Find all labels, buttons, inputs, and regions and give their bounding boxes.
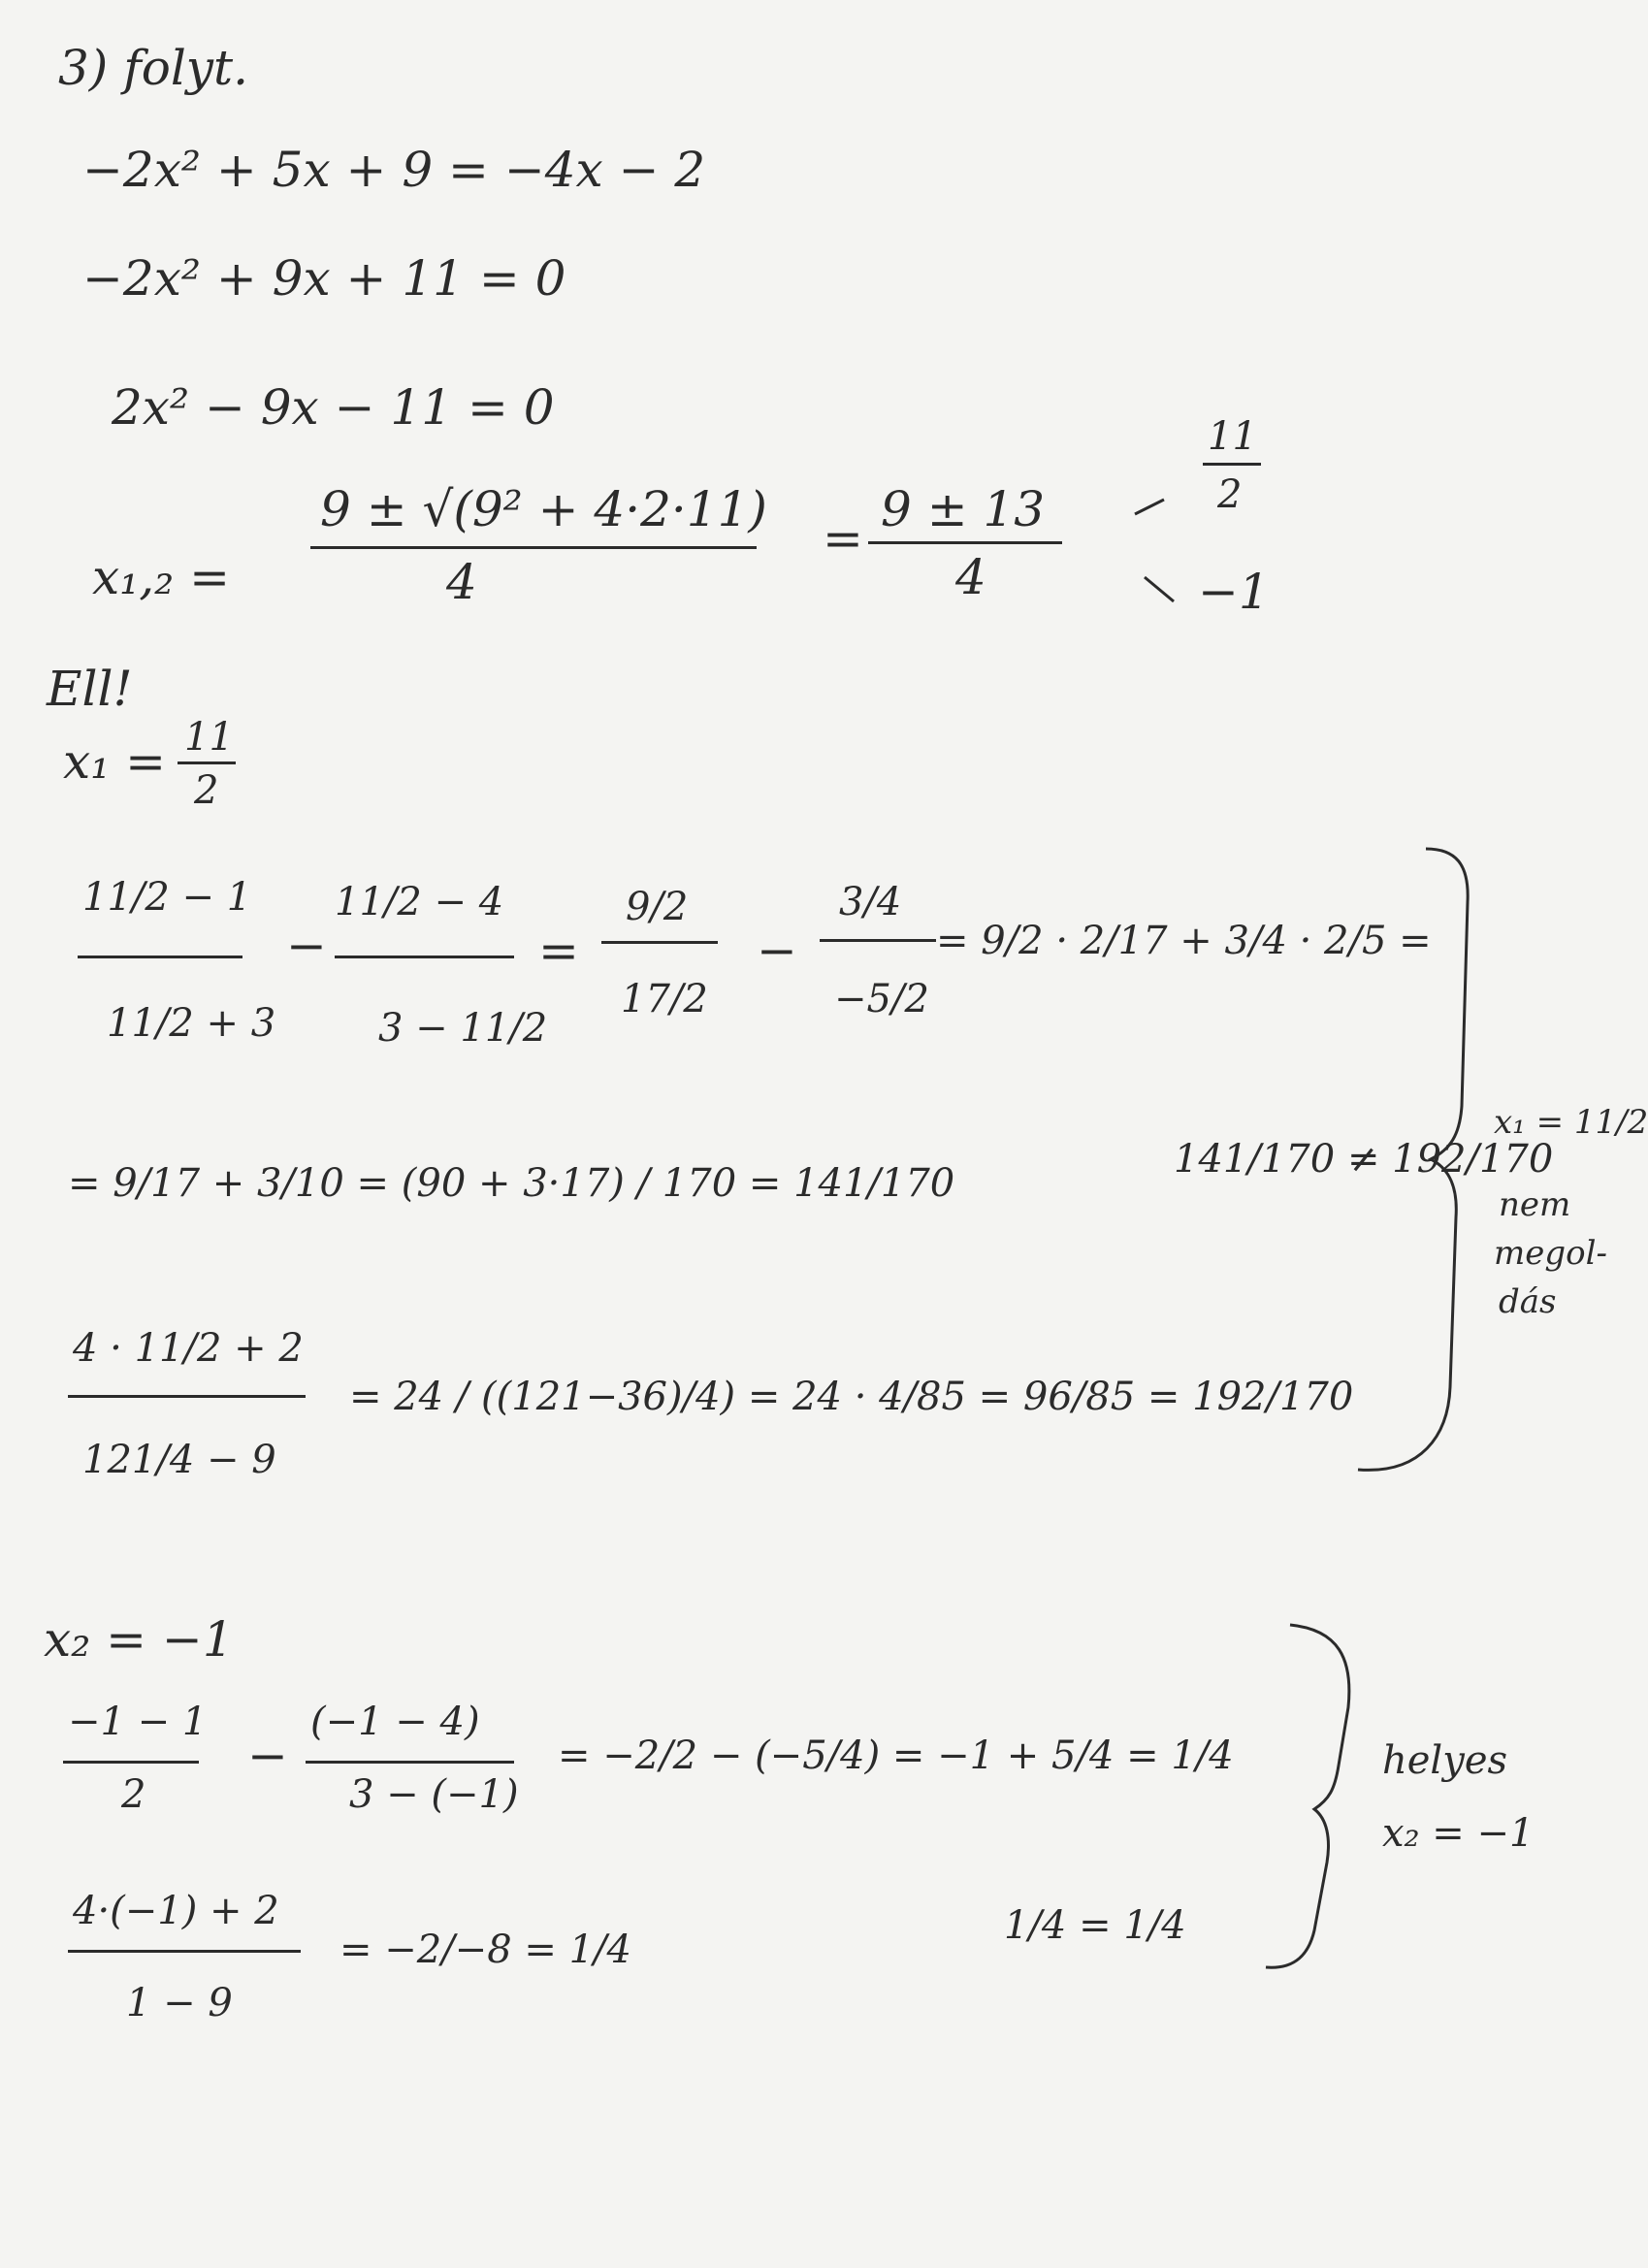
- x1-line3-rest: = 24 / ((121−36)/4) = 24 · 4/85 = 96/85 = 192/170: [349, 1375, 1354, 1419]
- x1-c-denominator: 17/2: [621, 977, 708, 1021]
- x1-a-numerator: 11/2 − 1: [82, 875, 252, 920]
- x2-brace: [1261, 1620, 1368, 1979]
- branch-lines: [1125, 485, 1203, 621]
- x1-line2: = 9/17 + 3/10 = (90 + 3·17) / 170 = 141/170: [68, 1161, 955, 1206]
- fraction-bar: [335, 956, 514, 958]
- x2-label: x₂ = −1: [44, 1611, 234, 1668]
- fraction-bar: [306, 1761, 514, 1764]
- fraction-bar: [63, 1761, 199, 1764]
- x1-equals: =: [538, 923, 579, 979]
- fraction-bar: [820, 939, 936, 942]
- x2-minus: −: [247, 1728, 288, 1784]
- check-label: Ell!: [47, 661, 133, 717]
- equation-line-2: −2x² + 9x + 11 = 0: [82, 250, 566, 307]
- formula-numerator-2: 9 ± 13: [881, 481, 1046, 537]
- x1-a-denominator: 11/2 + 3: [107, 1001, 276, 1046]
- x2-line2-rest: = −2/−8 = 1/4: [339, 1928, 631, 1972]
- x2-b-numerator: (−1 − 4): [310, 1700, 480, 1744]
- x1-b-numerator: 11/2 − 4: [335, 880, 504, 924]
- x2-line2-denominator: 1 − 9: [126, 1981, 233, 2025]
- x1-line3-numerator: 4 · 11/2 + 2: [73, 1326, 304, 1371]
- formula-numerator: 9 ± √(9² + 4·2·11): [320, 481, 767, 537]
- equation-line-1: −2x² + 5x + 9 = −4x − 2: [82, 142, 706, 198]
- x1-verdict-value: x₁ = 11/2: [1494, 1103, 1648, 1142]
- x1-numerator: 11: [184, 715, 234, 760]
- formula-equals: =: [823, 510, 863, 567]
- x1-minus: −: [286, 918, 327, 974]
- x1-line1-continued: = 9/2 · 2/17 + 3/4 · 2/5 =: [936, 919, 1432, 963]
- root2: −1: [1198, 564, 1270, 620]
- x1-minus-2: −: [757, 923, 797, 979]
- x1-brace: [1353, 844, 1479, 1484]
- fraction-bar: [868, 541, 1062, 544]
- equation-line-3: 2x² − 9x − 11 = 0: [112, 379, 555, 436]
- x1-b-denominator: 3 − 11/2: [378, 1006, 548, 1051]
- x1-verdict-das: dás: [1499, 1282, 1557, 1321]
- root1-numerator: 11: [1208, 414, 1257, 459]
- x1-c-numerator: 9/2: [626, 885, 689, 929]
- fraction-bar: [178, 761, 236, 764]
- x2-line1-rest: = −2/2 − (−5/4) = −1 + 5/4 = 1/4: [558, 1733, 1234, 1778]
- x2-a-numerator: −1 − 1: [68, 1700, 208, 1744]
- fraction-bar: [68, 1395, 306, 1398]
- x1-label: x₁ =: [63, 733, 167, 790]
- x2-verdict-value: x₂ = −1: [1382, 1811, 1535, 1856]
- x2-compare: 1/4 = 1/4: [1004, 1903, 1186, 1948]
- formula-denominator: 4: [446, 554, 477, 610]
- x1-verdict-nem: nem: [1499, 1185, 1571, 1224]
- formula-denominator-2: 4: [955, 549, 986, 605]
- fraction-bar: [310, 546, 757, 549]
- heading: 3) folyt.: [58, 40, 249, 96]
- x12-label: x₁,₂ =: [92, 549, 230, 605]
- x1-verdict-megol: megol-: [1494, 1234, 1607, 1273]
- fraction-bar: [601, 941, 718, 944]
- x1-line3-denominator: 121/4 − 9: [82, 1438, 276, 1482]
- x1-compare: 141/170 ≠ 192/170: [1174, 1137, 1554, 1182]
- fraction-bar: [1203, 463, 1261, 466]
- x1-d-numerator: 3/4: [839, 880, 902, 924]
- x2-b-denominator: 3 − (−1): [349, 1772, 519, 1817]
- x2-line2-numerator: 4·(−1) + 2: [73, 1889, 279, 1933]
- fraction-bar: [78, 956, 242, 958]
- root1-denominator: 2: [1217, 472, 1243, 517]
- x2-a-denominator: 2: [121, 1772, 146, 1817]
- x1-d-denominator: −5/2: [834, 977, 929, 1021]
- fraction-bar: [68, 1950, 301, 1953]
- x2-verdict-helyes: helyes: [1382, 1738, 1508, 1783]
- x1-denominator: 2: [194, 768, 219, 813]
